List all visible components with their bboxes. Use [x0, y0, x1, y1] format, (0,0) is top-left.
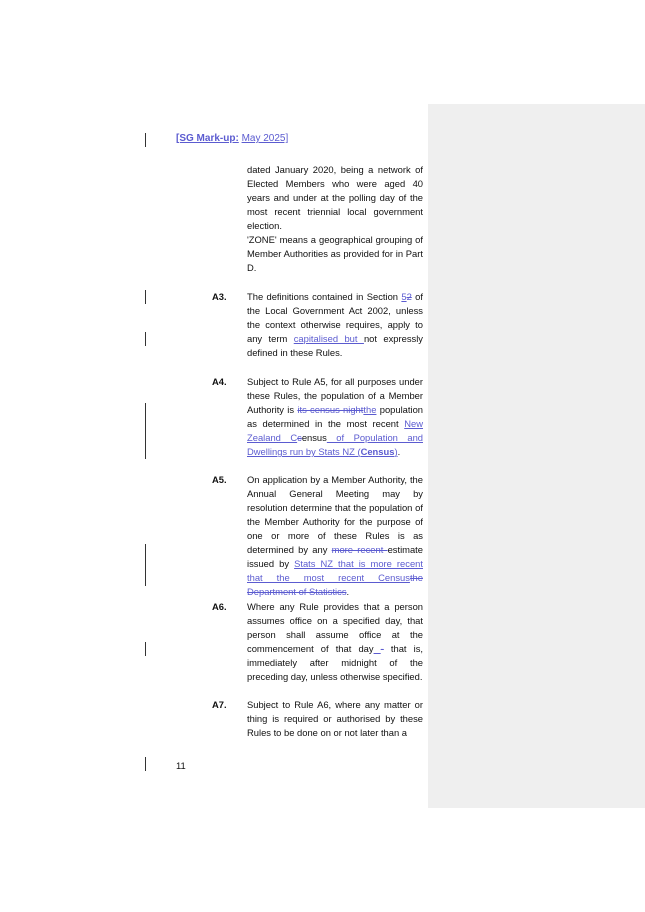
insertion: 5: [401, 291, 407, 302]
deletion: 2: [406, 291, 412, 302]
header-label: [SG Mark-up:: [176, 133, 239, 144]
text-run: Where any Rule provides that a person assumes office on a specified day, that person shall assume office at the commencement of that day: [247, 601, 423, 654]
rule-number-a4: A4.: [212, 376, 227, 387]
insertion: ): [394, 446, 398, 457]
text-run: of the Local Government Act 2002, unless the context otherwise requires, apply to any term: [247, 291, 423, 344]
rule-a3-text: [247, 290, 423, 360]
text-run: population as determined in the most recent: [247, 404, 424, 429]
text-run: that is, immediately after midnight of the preceding day, unless otherwise specified.: [247, 643, 424, 682]
change-bar: [145, 403, 146, 459]
markup-header: [176, 133, 288, 144]
insertion: New Zealand C: [247, 418, 423, 443]
intro-paragraph-1: dated January 2020, being a network of Elected Members who were aged 40 years and under at the polling day of the most recent triennial local government election.: [247, 164, 423, 231]
deletion: more recent: [331, 544, 388, 555]
insertion: the: [363, 404, 377, 415]
deletion: c: [297, 432, 302, 443]
rule-number-a6: A6.: [212, 601, 227, 612]
text-run: not expressly defined in these Rules.: [247, 333, 423, 358]
text-run: .: [397, 446, 401, 457]
deletion: the Department of Statistics: [247, 572, 423, 597]
text-run: On application by a Member Authority, the Annual General Meeting may by resolution determine that the population of the Member Authority for the purpose of one or more of these Rules is as determined by any: [247, 474, 423, 555]
deletion: -: [380, 643, 384, 654]
text-run: The definitions contained in Section: [247, 291, 402, 302]
insertion: [374, 643, 381, 654]
rule-number-a7: A7.: [212, 699, 227, 710]
insertion-bold: Census: [360, 446, 395, 457]
header-date: May 2025]: [241, 133, 289, 144]
page-number: 11: [176, 760, 186, 771]
change-bar: [145, 133, 146, 147]
rule-number-a3: A3.: [212, 291, 227, 302]
change-bar: [145, 290, 146, 304]
change-bar: [145, 332, 146, 346]
comment-pane: [428, 104, 645, 808]
text-run: ensus: [301, 432, 327, 443]
text-run: Subject to Rule A5, for all purposes under these Rules, the population of a Member Authority is: [247, 376, 423, 415]
insertion: capitalised but: [293, 333, 364, 344]
change-bar: [145, 544, 146, 586]
text-run: .: [346, 586, 350, 597]
text-run: estimate issued by: [247, 544, 423, 569]
rule-a4-text: [247, 375, 423, 459]
deletion: its census night: [297, 404, 364, 415]
rule-a5-text: [247, 473, 423, 599]
rule-number-a5: A5.: [212, 474, 227, 485]
insertion: of Population and Dwellings run by Stats NZ (: [247, 432, 423, 457]
rule-a6-text: [247, 600, 423, 684]
rule-a7-text: [247, 698, 423, 740]
change-bar: [145, 642, 146, 656]
insertion: Stats NZ that is more recent that the most recent Census: [247, 558, 423, 583]
zone-definition: 'ZONE' means a geographical grouping of Member Authorities as provided for in Part D.: [247, 234, 423, 273]
change-bar: [145, 757, 146, 771]
text-run: Subject to Rule A6, where any matter or thing is required or authorised by these Rules to be done on or not later than a: [247, 699, 423, 738]
